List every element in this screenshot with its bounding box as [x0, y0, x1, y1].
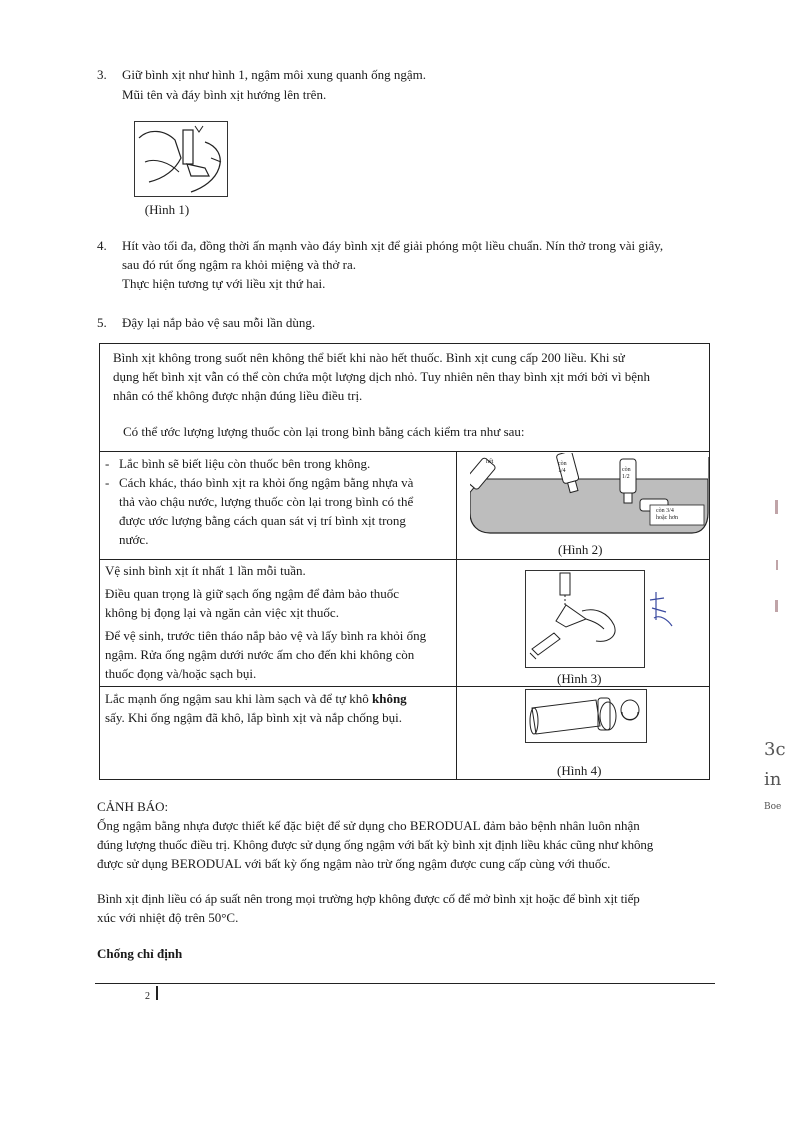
row-text: thuốc đọng và/hoặc sạch bụi.	[105, 666, 257, 681]
warning-text: Ống ngậm bằng nhựa được thiết kế đặc biệt để sử dụng cho BERODUAL đảm bảo bệnh nhân luôn nhận	[97, 818, 640, 833]
warning-text: được sử dụng BERODUAL với bất kỳ ống ngậm nào trừ ống ngậm được cung cấp cùng với thuốc.	[97, 856, 611, 871]
figure-label: còn 1/2	[622, 467, 631, 480]
figure-caption: (Hình 4)	[557, 763, 602, 778]
bullet-text: nước.	[119, 532, 149, 547]
row-text-normal: Lắc mạnh ống ngậm sau khi làm sạch và để tự khô	[105, 691, 372, 706]
step-text-line: Giữ bình xịt như hình 1, ngậm môi xung quanh ống ngậm.	[122, 67, 427, 82]
info-box	[99, 343, 710, 780]
table-divider	[456, 451, 457, 779]
bullet-dash: -	[105, 456, 110, 471]
step-text-line: Đậy lại nắp bảo vệ sau mỗi lần dùng.	[122, 315, 316, 330]
row-text: không bị đọng lại và ngăn cản việc xịt thuốc.	[105, 605, 339, 620]
step-number: 4.	[97, 238, 107, 253]
figure-caption: (Hình 3)	[557, 671, 602, 686]
box-intro-line: Có thể ước lượng lượng thuốc còn lại trong bình bằng cách kiểm tra như sau:	[123, 424, 525, 439]
box-intro-line: Bình xịt không trong suốt nên không thể biết khi nào hết thuốc. Bình xịt cung cấp 200 liều. Khi sử	[113, 350, 625, 365]
figure-label: còn 1/4	[558, 461, 567, 474]
row-text: Để vệ sinh, trước tiên tháo nắp bảo vệ và lấy bình ra khỏi ống	[105, 628, 427, 643]
step-text-line: sau đó rút ống ngậm ra khỏi miệng và thở ra.	[122, 257, 356, 272]
row-text: Điều quan trọng là giữ sạch ống ngậm để đảm bảo thuốc	[105, 586, 400, 601]
row-text: sấy. Khi ống ngậm đã khô, lắp bình xịt và nắp chống bụi.	[105, 710, 403, 725]
warning-title: CẢNH BÁO:	[97, 799, 169, 814]
bullet-dash: -	[105, 475, 110, 490]
row-text: Vệ sinh bình xịt ít nhất 1 lần mỗi tuần.	[105, 563, 306, 578]
figure-4-assembled-inhaler	[525, 689, 647, 743]
figure-2-water-test	[470, 453, 710, 537]
table-divider	[100, 559, 709, 560]
footer-rule	[95, 983, 715, 984]
row-text: ngậm. Rửa ống ngậm dưới nước ấm cho đến khi không còn	[105, 647, 415, 662]
scan-artifact	[776, 560, 778, 570]
step-number: 5.	[97, 315, 107, 330]
bullet-text: Cách khác, tháo bình xịt ra khỏi ống ngậm bằng nhựa và	[119, 475, 414, 490]
footer-mark	[156, 986, 158, 1000]
page-number: 2	[145, 991, 150, 1002]
handwritten-signature-icon	[648, 590, 674, 630]
step-text-line: Thực hiện tương tự với liều xịt thứ hai.	[122, 276, 326, 291]
step-number: 3.	[97, 67, 107, 82]
section-heading: Chống chỉ định	[97, 946, 183, 961]
warning-text: xúc với nhiệt độ trên 50°C.	[97, 910, 239, 925]
table-divider	[100, 686, 709, 687]
scan-artifact	[775, 600, 778, 612]
figure-label: còn 3/4 hoặc hơn	[656, 508, 678, 521]
row-text	[105, 689, 407, 708]
figure-1-inhaler-use	[134, 121, 228, 197]
box-intro-line: nhân có thể không được nhận đúng liều điều trị.	[113, 388, 363, 403]
step-text-line: Mũi tên và đáy bình xịt hướng lên trên.	[122, 87, 327, 102]
figure-caption: (Hình 2)	[558, 542, 603, 557]
figure-label: hết	[486, 459, 494, 465]
bullet-text: được ước lượng bằng cách quan sát vị trí bình xịt trong	[119, 513, 406, 528]
margin-note: 3c	[764, 739, 786, 760]
step-text-line: Hít vào tối đa, đồng thời ấn mạnh vào đáy bình xịt để giải phóng một liều chuẩn. Nín thở trong vài giây,	[122, 238, 664, 253]
figure-caption: (Hình 1)	[144, 202, 190, 217]
box-intro-line: dụng hết bình xịt vẫn có thể còn chứa một lượng dịch nhỏ. Tuy nhiên nên thay bình xịt mới bởi vì bệnh	[113, 369, 650, 384]
scan-artifact	[775, 500, 778, 514]
table-divider	[100, 451, 709, 452]
warning-text: Bình xịt định liều có áp suất nên trong mọi trường hợp không được cố để mở bình xịt hoặc để bình xịt tiếp	[97, 891, 640, 906]
figure-3-rinse-mouthpiece	[525, 570, 645, 668]
row-text-bold: không	[371, 691, 407, 706]
margin-note: in	[764, 769, 782, 790]
warning-text: đúng lượng thuốc điều trị. Không được sử dụng ống ngậm với bất kỳ bình xịt định liều khác cũng như không	[97, 837, 654, 852]
bullet-text: Lắc bình sẽ biết liệu còn thuốc bên trong không.	[119, 456, 371, 471]
margin-note: Boe	[764, 802, 782, 812]
bullet-text: thả vào chậu nước, lượng thuốc còn lại trong bình có thể	[119, 494, 414, 509]
